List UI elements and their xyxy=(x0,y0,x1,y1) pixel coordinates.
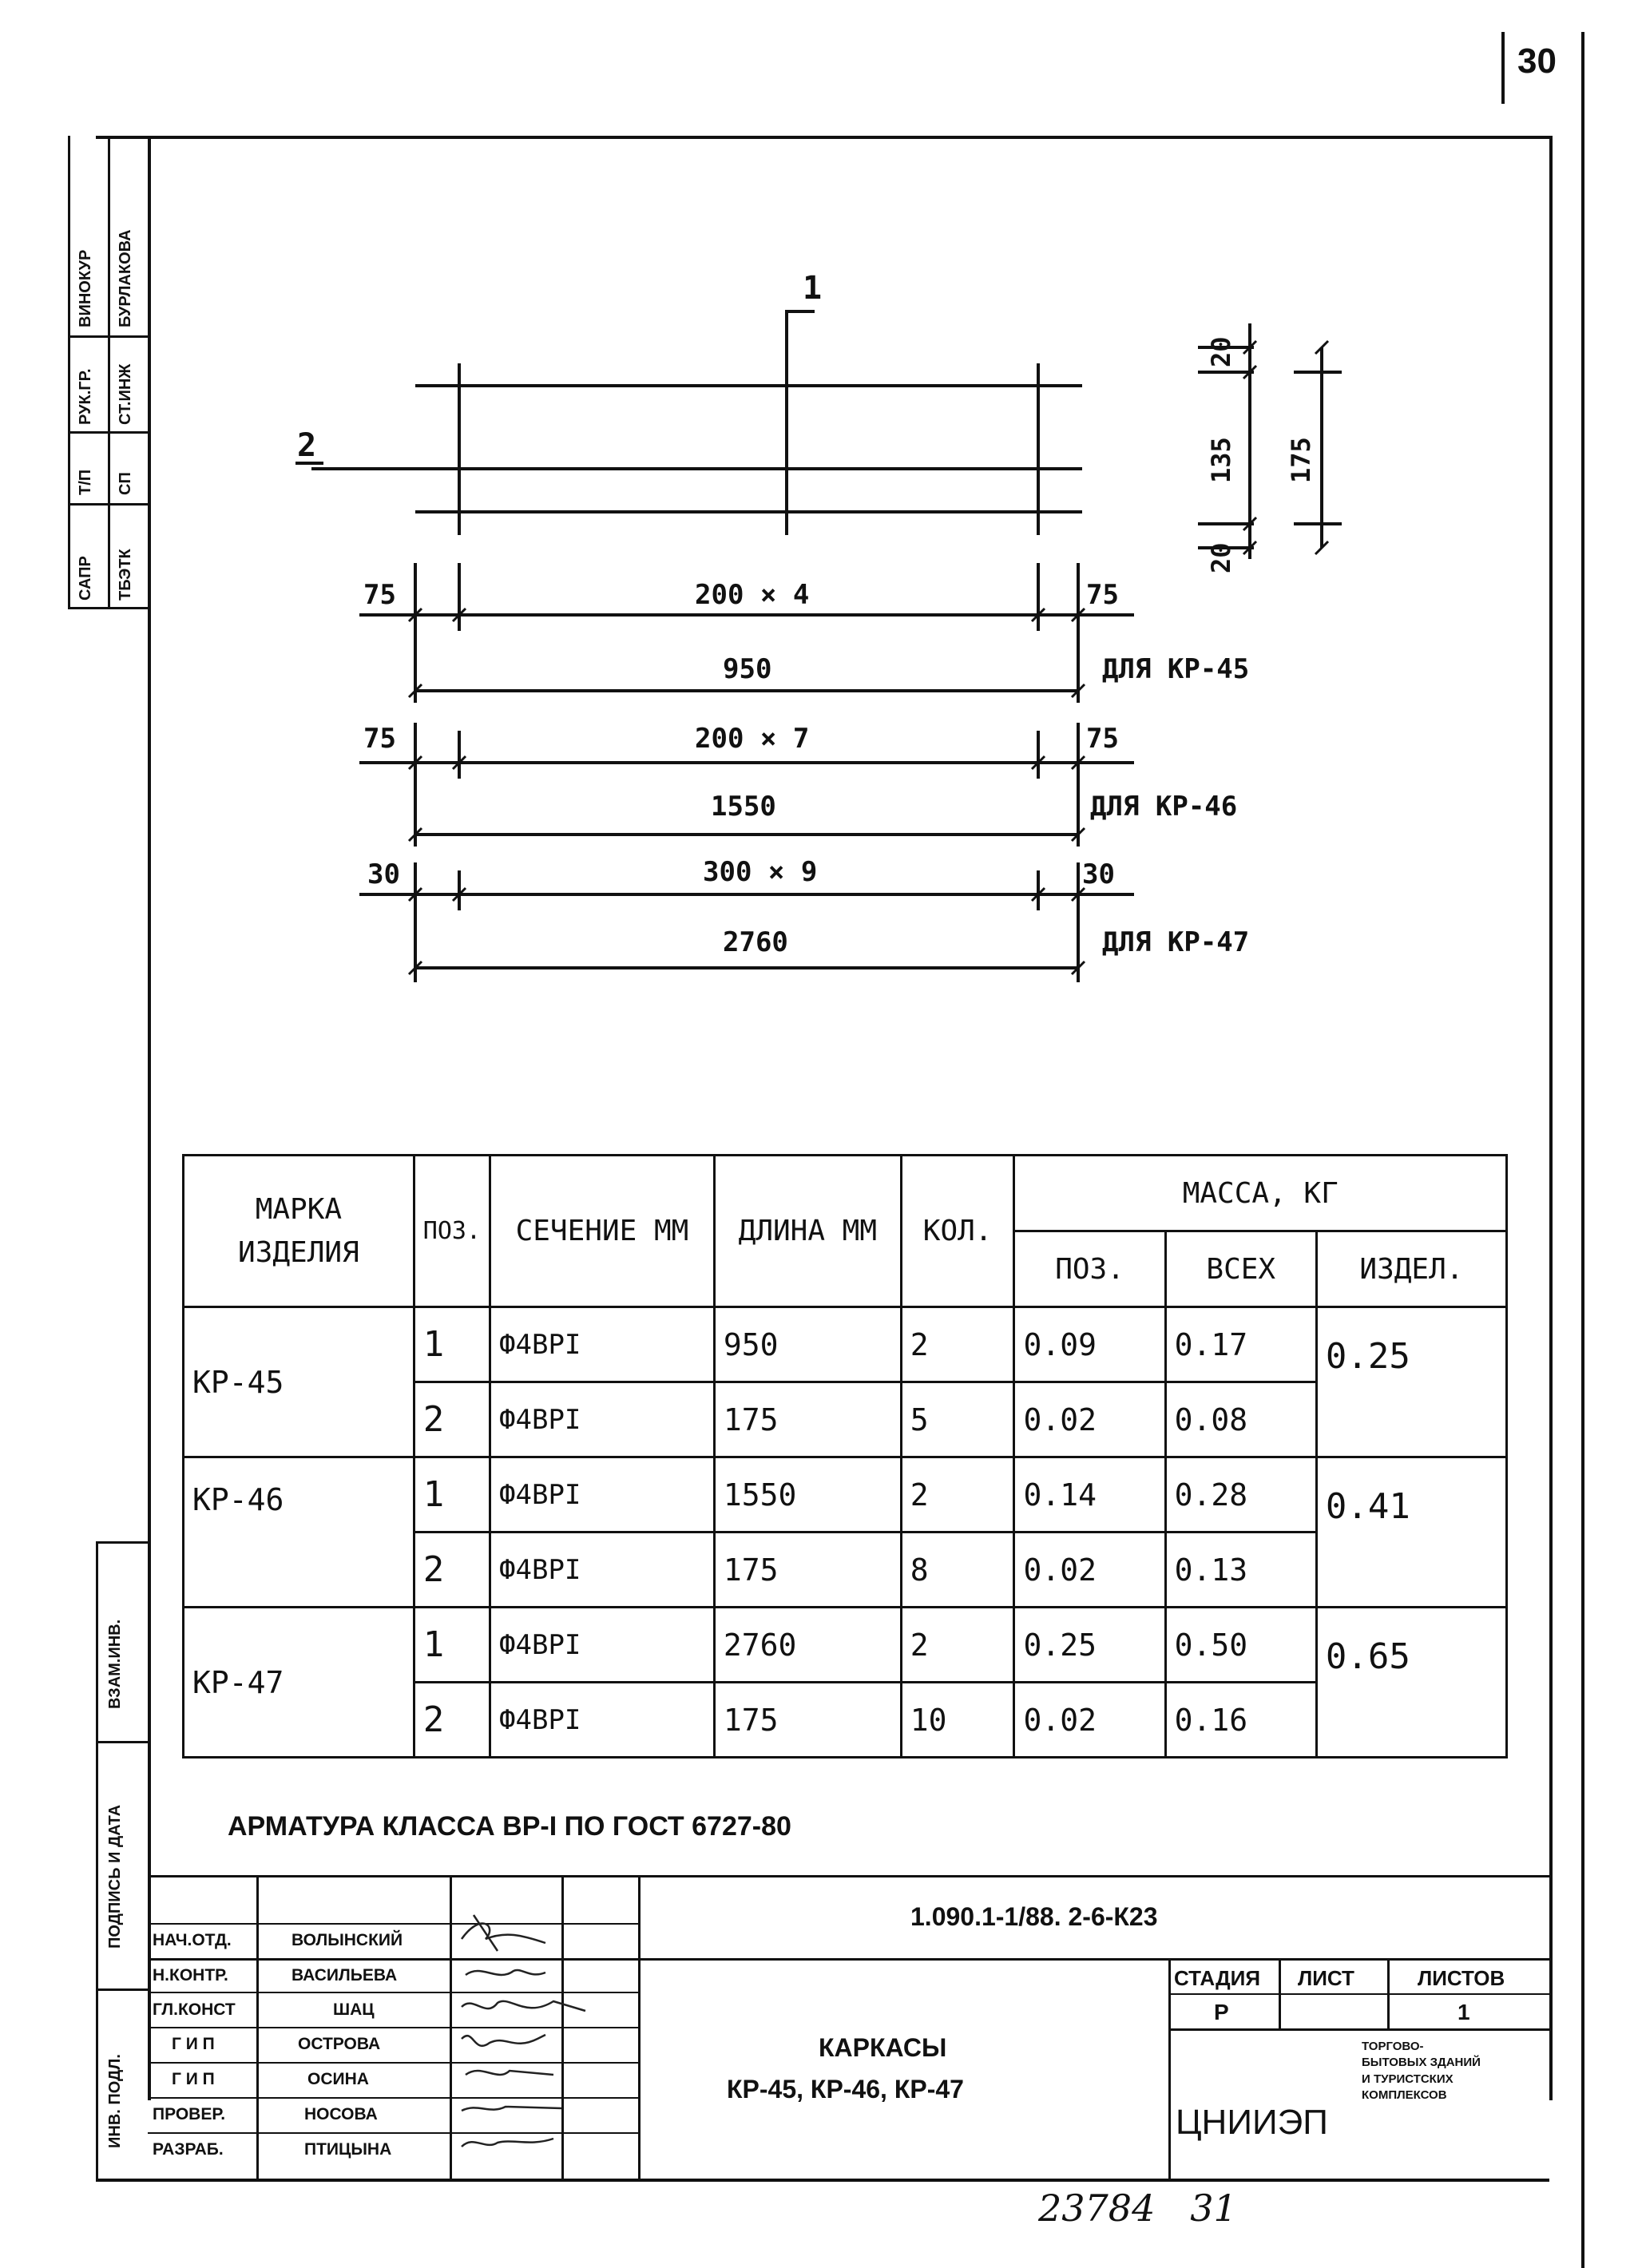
stamp-label: ТБЭТК xyxy=(117,549,134,601)
position-mark: 2 xyxy=(297,427,317,464)
stamp-bottom-hline-1 xyxy=(96,1741,151,1743)
cell-pos: 2 xyxy=(414,1382,490,1457)
dim-middle: 300 × 9 xyxy=(703,856,818,888)
tb-role: ГЛ.КОНСТ xyxy=(153,2000,236,2019)
cell-qty: 2 xyxy=(901,1457,1014,1532)
stamp-label: СП xyxy=(117,472,134,495)
tb-right-h xyxy=(1168,1993,1549,1995)
dim-note: ДЛЯ КР-47 xyxy=(1102,926,1250,958)
cell-mass-all: 0.50 xyxy=(1165,1608,1316,1683)
org-note: ТОРГОВО-БЫТОВЫХ ЗДАНИЙ И ТУРИСТСКИХ КОМПЛЕКСОВ xyxy=(1362,2040,1481,2102)
cell-mass-pos: 0.02 xyxy=(1014,1382,1165,1457)
dim-total: 950 xyxy=(723,653,772,685)
header-mass-pos: ПОЗ. xyxy=(1014,1231,1165,1307)
cell-length: 2760 xyxy=(714,1608,901,1683)
dim-right: 75 xyxy=(1086,723,1119,755)
cell-mass-all: 0.28 xyxy=(1165,1457,1316,1532)
dim-right-middle: 135 xyxy=(1206,437,1236,483)
tb-v1 xyxy=(256,1875,259,2182)
tb-role: РАЗРАБ. xyxy=(153,2140,224,2159)
tb-right-h xyxy=(1168,2028,1549,2031)
cell-section: Ф4ВРI xyxy=(490,1382,715,1457)
stamp-bottom-hline-0 xyxy=(96,1541,151,1544)
tb-top xyxy=(148,1875,1549,1877)
tb-h xyxy=(148,1958,1549,1961)
cell-section: Ф4ВРI xyxy=(490,1683,715,1758)
cell-pos: 1 xyxy=(414,1457,490,1532)
cell-qty: 2 xyxy=(901,1307,1014,1382)
title-block xyxy=(148,1875,1549,2182)
dim-note: ДЛЯ КР-46 xyxy=(1090,791,1238,823)
tb-role: Г И П xyxy=(172,2070,215,2088)
handwritten-archive-number: 23784 31 xyxy=(1038,2187,1237,2230)
cell-pos: 2 xyxy=(414,1683,490,1758)
cell-length: 175 xyxy=(714,1532,901,1608)
cell-pos: 1 xyxy=(414,1307,490,1382)
doc-title-line2: КР-45, КР-46, КР-47 xyxy=(727,2075,964,2103)
cell-mass-pos: 0.25 xyxy=(1014,1608,1165,1683)
tb-name: ОСТРОВА xyxy=(298,2035,381,2053)
tb-role: НАЧ.ОТД. xyxy=(153,1931,232,1949)
org-name: ЦНИИЭП xyxy=(1176,2103,1328,2142)
dim-total: 2760 xyxy=(723,926,788,958)
cell-mark: КР-46 xyxy=(184,1457,414,1608)
dim-right-bottom: 20 xyxy=(1206,542,1236,573)
cell-mass-item: 0.25 xyxy=(1316,1307,1506,1457)
cell-length: 1550 xyxy=(714,1457,901,1532)
stamp-label: РУК.ГР. xyxy=(77,368,94,425)
tb-name: НОСОВА xyxy=(304,2105,378,2123)
dim-note: ДЛЯ КР-45 xyxy=(1102,653,1250,685)
doc-title-line1: КАРКАСЫ xyxy=(819,2033,947,2062)
dim-right-total: 175 xyxy=(1286,437,1316,483)
dim-left: 30 xyxy=(367,858,400,890)
sheets-value: 1 xyxy=(1458,2000,1470,2024)
cell-mass-pos: 0.09 xyxy=(1014,1307,1165,1382)
cell-pos: 1 xyxy=(414,1608,490,1683)
dim-right: 75 xyxy=(1086,579,1119,611)
cell-qty: 10 xyxy=(901,1683,1014,1758)
stamp-bottom-hline-2 xyxy=(96,1988,151,1991)
cell-mass-pos: 0.02 xyxy=(1014,1532,1165,1608)
tb-name: ОСИНА xyxy=(307,2070,369,2088)
dim-total: 1550 xyxy=(711,791,776,823)
sheets-label: ЛИСТОВ xyxy=(1418,1966,1505,1990)
tb-name: ПТИЦЫНА xyxy=(304,2140,392,2159)
signatures xyxy=(450,1907,649,2182)
cell-qty: 2 xyxy=(901,1608,1014,1683)
cell-mark: КР-45 xyxy=(184,1307,414,1457)
header-mark: МАРКА ИЗДЕЛИЯ xyxy=(184,1156,414,1307)
cell-mass-all: 0.16 xyxy=(1165,1683,1316,1758)
stamp-label: ВЗАМ.ИНВ. xyxy=(106,1619,124,1709)
header-mass-all: ВСЕХ xyxy=(1165,1231,1316,1307)
header-mass: МАССА, КГ xyxy=(1014,1156,1507,1231)
header-section: СЕЧЕНИЕ ММ xyxy=(490,1156,715,1307)
spec-table xyxy=(182,1154,1508,1758)
header-qty: КОЛ. xyxy=(901,1156,1014,1307)
stamp-label: ИНВ. ПОДЛ. xyxy=(106,2054,124,2148)
cell-section: Ф4ВРI xyxy=(490,1457,715,1532)
header-mass-item: ИЗДЕЛ. xyxy=(1316,1231,1506,1307)
tb-role: Н.КОНТР. xyxy=(153,1966,228,1985)
cell-pos: 2 xyxy=(414,1532,490,1608)
cell-length: 950 xyxy=(714,1307,901,1382)
cell-section: Ф4ВРI xyxy=(490,1608,715,1683)
stamp-bottom-vline xyxy=(96,1541,98,2180)
dim-left: 75 xyxy=(363,723,396,755)
cell-mass-all: 0.13 xyxy=(1165,1532,1316,1608)
cell-section: Ф4ВРI xyxy=(490,1307,715,1382)
tb-name: ШАЦ xyxy=(333,2000,375,2019)
tb-name: ВАСИЛЬЕВА xyxy=(292,1966,398,1985)
dim-left: 75 xyxy=(363,579,396,611)
cell-qty: 5 xyxy=(901,1382,1014,1457)
page-number: 30 xyxy=(1517,42,1557,81)
cell-qty: 8 xyxy=(901,1532,1014,1608)
tb-name: ВОЛЫНСКИЙ xyxy=(292,1931,403,1949)
dim-right-top: 20 xyxy=(1206,336,1236,367)
stamp-label: Т/П xyxy=(77,469,94,495)
cell-length: 175 xyxy=(714,1382,901,1457)
stage-value: Р xyxy=(1214,2000,1229,2024)
stamp-label: ВИНОКУР xyxy=(77,249,94,327)
cell-mark: КР-47 xyxy=(184,1608,414,1758)
section-mark: 1 xyxy=(803,270,823,307)
cell-mass-item: 0.41 xyxy=(1316,1457,1506,1608)
stamp-label: ПОДПИСЬ И ДАТА xyxy=(106,1804,124,1949)
cell-mass-all: 0.17 xyxy=(1165,1307,1316,1382)
header-pos: ПОЗ. xyxy=(414,1156,490,1307)
stamp-label: САПР xyxy=(77,556,94,601)
header-length: ДЛИНА ММ xyxy=(714,1156,901,1307)
cell-length: 175 xyxy=(714,1683,901,1758)
tb-right-v xyxy=(1168,1958,1171,2182)
cell-mass-pos: 0.14 xyxy=(1014,1457,1165,1532)
doc-code: 1.090.1-1/88. 2-6-К23 xyxy=(910,1902,1158,1931)
dim-middle: 200 × 7 xyxy=(695,723,810,755)
reinforcement-note: АРМАТУРА КЛАССА ВР-I ПО ГОСТ 6727-80 xyxy=(228,1811,791,1842)
stamp-label: СТ.ИНЖ xyxy=(117,363,134,425)
tb-role: ПРОВЕР. xyxy=(153,2105,226,2123)
sheet-label: ЛИСТ xyxy=(1298,1966,1354,1990)
stamp-label: БУРЛАКОВА xyxy=(117,229,134,327)
stage-label: СТАДИЯ xyxy=(1174,1966,1261,1990)
cell-mass-all: 0.08 xyxy=(1165,1382,1316,1457)
dim-right: 30 xyxy=(1082,858,1115,890)
cell-mass-pos: 0.02 xyxy=(1014,1683,1165,1758)
cell-section: Ф4ВРI xyxy=(490,1532,715,1608)
tb-role: Г И П xyxy=(172,2035,215,2053)
dim-middle: 200 × 4 xyxy=(695,579,810,611)
cell-mass-item: 0.65 xyxy=(1316,1608,1506,1758)
